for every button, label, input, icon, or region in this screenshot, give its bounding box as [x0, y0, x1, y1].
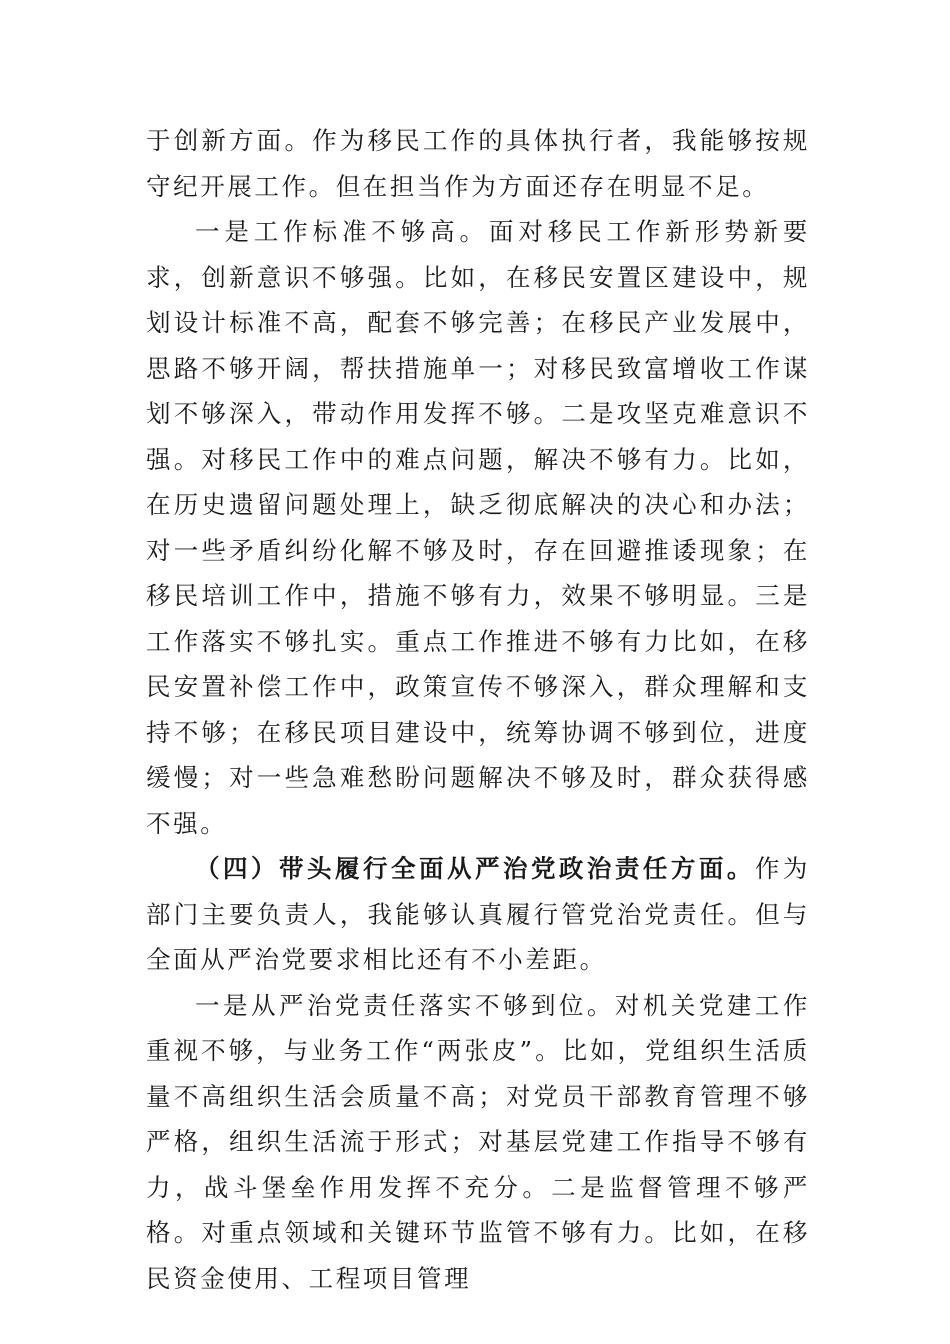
section-heading-four: （四）带头履行全面从严治党政治责任方面。 [195, 854, 755, 883]
section-four-body: 作为部门主要负责人，我能够认真履行管党治党责任。但与全面从严治党要求相比还有不小差距。 [146, 854, 811, 974]
paragraph-work-standards: 一是工作标准不够高。面对移民工作新形势新要求，创新意识不够强。比如，在移民安置区建设中，规划设计标准不高，配套不够完善；在移民产业发展中，思路不够开阔，帮扶措施单一；对移民致富增收工作谋划不够深入，带动作用发挥不够。二是攻坚克难意识不强。对移民工作中的难点问题，解决不够有力。比如，在历史遗留问题处理上，缺乏彻底解决的决心和办法；对一些矛盾纠纷化解不够及时，存在回避推诿现象；在移民培训工作中，措施不够有力，效果不够明显。三是工作落实不够扎实。重点工作推进不够有力比如，在移民安置补偿工作中，政策宣传不够深入，群众理解和支持不够；在移民项目建设中，统筹协调不够到位，进度缓慢；对一些急难愁盼问题解决不够及时，群众获得感不强。 [146, 217, 810, 838]
paragraph-party-responsibility: 一是从严治党责任落实不够到位。对机关党建工作重视不够，与业务工作“两张皮”。比如，党组织生活质量不高组织生活会质量不高；对党员干部教育管理不够严格，组织生活流于形式；对基层党建工作指导不够有力，战斗堡垒作用发挥不充分。二是监督管理不够严格。对重点领域和关键环节监管不够有力。比如，在移民资金使用、工程项目管理 [146, 990, 810, 1293]
paragraph-continuation: 于创新方面。作为移民工作的具体执行者，我能够按规守纪开展工作。但在担当作为方面还存在明显不足。 [146, 126, 810, 201]
paragraph-section-four [146, 846, 810, 983]
document-body [146, 118, 810, 1301]
